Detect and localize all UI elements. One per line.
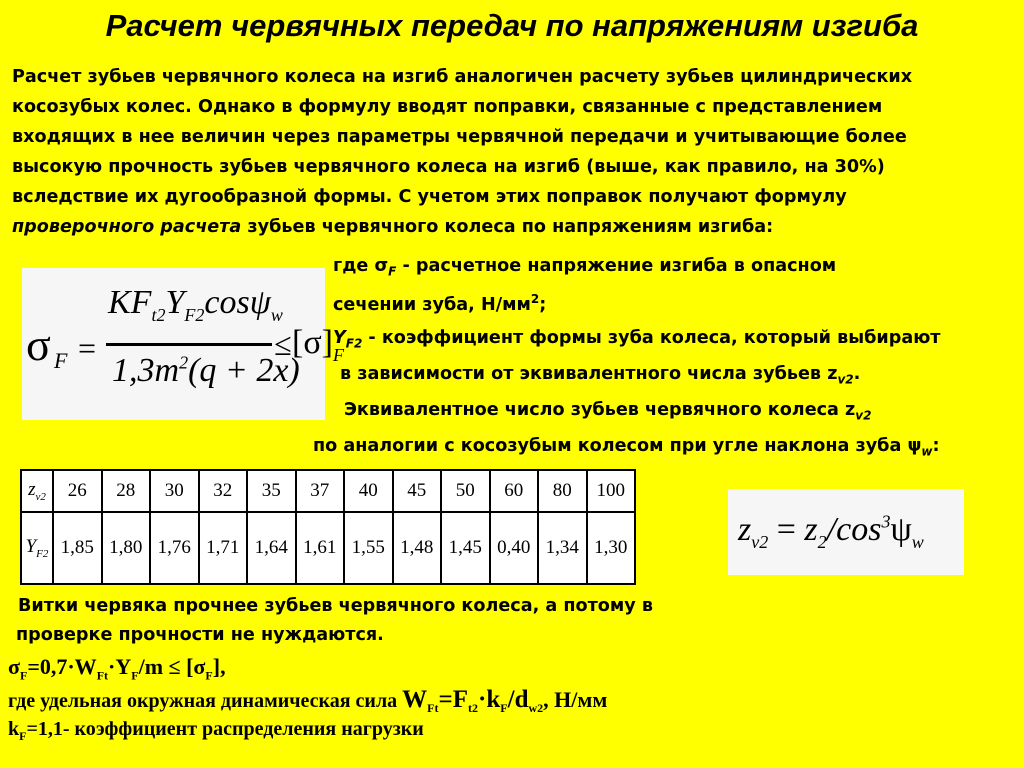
zv-z: z	[738, 511, 752, 548]
explanation-sup: 2	[530, 292, 540, 306]
formula-rhs-sigma: [σ]	[292, 324, 333, 361]
table-cell: 26	[53, 470, 102, 512]
table-cell: 1,64	[247, 512, 296, 584]
explanation-line	[333, 328, 941, 351]
formula-numerator	[108, 284, 283, 326]
formula-sigma: σ	[26, 319, 51, 370]
table-row	[21, 470, 635, 512]
explanation-line	[333, 292, 546, 315]
table-cell: 45	[393, 470, 442, 512]
explanation-text: ;	[539, 294, 547, 315]
sf-end: /m ≤ [σ	[138, 654, 206, 679]
table-cell: 1,48	[393, 512, 442, 584]
explanation-text: :	[932, 436, 940, 456]
table-cell: 1,45	[441, 512, 490, 584]
table-cell: 40	[344, 470, 393, 512]
explanation-text: - расчетное напряжение изгиба в опасном	[396, 256, 837, 276]
df-f-sub: t2	[468, 701, 479, 715]
table-label-sub: F2	[36, 547, 49, 560]
sf-end-sub: F	[205, 668, 213, 683]
paragraph-line: входящих в нее величин через параметры червячной передачи и учитывающие более	[12, 127, 907, 147]
ld-k: k	[8, 718, 20, 740]
zv-psi: ψ	[890, 511, 912, 548]
explanation-line	[333, 256, 836, 279]
formula-num-f2: F2	[184, 304, 205, 325]
table-cell: 30	[150, 470, 199, 512]
paragraph-line: Расчет зубьев червячного колеса на изгиб аналогичен расчету зубьев цилиндрических	[12, 67, 913, 87]
df-unit: , Н/мм	[543, 687, 608, 712]
zv-psi-sub: w	[911, 531, 924, 552]
paragraph-line: косозубых колес. Однако в формулу вводят поправки, связанные с представлением	[12, 97, 883, 117]
explanation-symbol: Y	[333, 328, 346, 348]
table-label-text: z	[28, 479, 36, 501]
df-text: где удельная окружная динамическая сила	[8, 690, 403, 712]
table-cell: 50	[441, 470, 490, 512]
explanation-text: .	[853, 364, 861, 384]
table-cell: 1,34	[538, 512, 587, 584]
worm-note-line1: Витки червяка прочнее зубьев червячного колеса, а потому в	[18, 596, 654, 616]
table-row-label	[21, 470, 53, 512]
explanation-sub: v2	[855, 408, 872, 423]
explanation-sub: F2	[345, 336, 363, 351]
table-label-sub: v2	[35, 490, 46, 503]
formula-sigma-sub: F	[54, 348, 68, 373]
formula-equals: =	[78, 330, 97, 366]
df-w: W	[402, 686, 428, 713]
ld-sub: F	[19, 729, 27, 743]
ld-text: =1,1- коэффициент распределения нагрузки	[26, 718, 424, 740]
paragraph-text: зубьев червячного колеса по напряжениям изгиба:	[241, 217, 774, 237]
worm-note-line2: проверке прочности не нуждаются.	[16, 625, 384, 645]
form-factor-table	[20, 469, 636, 585]
df-eq: =F	[438, 686, 469, 713]
table-cell: 1,30	[587, 512, 636, 584]
zv-cos: /cos	[826, 511, 882, 548]
paragraph-line: высокую прочность зубьев червячного колеса на изгиб (выше, как правило, на 30%)	[12, 157, 885, 177]
slide-title: Расчет червячных передач по напряжениям изгиба	[105, 8, 919, 43]
explanation-text: Эквивалентное число зубьев червячного колеса z	[344, 400, 856, 420]
sf-sigma: σ	[8, 654, 20, 679]
equivalent-teeth-formula	[728, 489, 964, 575]
table-cell: 80	[538, 470, 587, 512]
formula-num-y: Y	[165, 284, 185, 321]
zv-z2: z	[804, 511, 818, 548]
formula-num-w: w	[270, 304, 283, 325]
table-row-label	[21, 512, 53, 584]
formula-num-cos: cosψ	[204, 284, 271, 321]
intro-paragraph	[12, 62, 1012, 242]
table-cell: 35	[247, 470, 296, 512]
explanation-sub: F	[388, 264, 397, 279]
emphasis-text: проверочного расчета	[12, 217, 242, 237]
table-cell: 1,76	[150, 512, 199, 584]
df-k-sub: F	[500, 701, 508, 715]
table-cell: 60	[490, 470, 539, 512]
zv-sub: v2	[751, 531, 769, 552]
explanation-line	[313, 436, 940, 459]
bending-stress-formula	[22, 268, 344, 420]
sf-mid: =0,7·W	[27, 654, 97, 679]
explanation-text: где σ	[333, 256, 389, 276]
sf-y-sub: F	[131, 668, 139, 683]
df-d-sub: w2	[528, 701, 544, 715]
explanation-text: - коэффициент формы зуба колеса, который выбирают	[362, 328, 941, 348]
explanation-text: сечении зуба, Н/мм	[333, 294, 531, 315]
table-cell: 28	[102, 470, 151, 512]
simplified-formula	[8, 654, 226, 683]
sf-dot: ·Y	[108, 654, 132, 679]
formula-den-exp: 2	[179, 352, 189, 373]
table-cell: 1,61	[296, 512, 345, 584]
explanation-text: по аналогии с косозубым колесом при угле наклона зуба ψ	[313, 436, 922, 456]
sf-close: ],	[212, 654, 226, 679]
formula-num-k: KF	[108, 284, 152, 321]
table-cell: 0,40	[490, 512, 539, 584]
explanation-line	[340, 364, 860, 387]
dynamic-force-line	[8, 686, 607, 716]
table-cell: 1,55	[344, 512, 393, 584]
df-d: /d	[507, 686, 529, 713]
table-cell: 1,71	[199, 512, 248, 584]
load-distribution-line	[8, 718, 424, 744]
formula-leq: ≤	[274, 326, 292, 362]
formula-rhs-sub: F	[332, 344, 344, 365]
zv-eq: =	[768, 511, 805, 548]
df-k: ·k	[478, 686, 501, 713]
explanation-text: в зависимости от эквивалентного числа зубьев z	[340, 364, 838, 384]
table-label-text: Y	[25, 536, 37, 558]
formula-num-t2: t2	[151, 304, 166, 325]
explanation-sub: v2	[837, 372, 854, 387]
zv-exp: 3	[881, 511, 891, 532]
paragraph-line: вследствие их дугообразной формы. С учетом этих поправок получают формулу	[12, 187, 847, 207]
fraction-bar	[106, 343, 272, 346]
table-cell: 37	[296, 470, 345, 512]
table-cell: 1,85	[53, 512, 102, 584]
explanation-line	[344, 400, 871, 423]
zv-formula-text	[738, 511, 924, 553]
formula-den-rest: (q + 2x)	[188, 352, 300, 389]
formula-denominator	[112, 352, 300, 390]
sf-w-sub: Ft	[96, 668, 109, 683]
paragraph-line	[12, 212, 1012, 242]
table-cell: 100	[587, 470, 636, 512]
df-w-sub: Ft	[427, 701, 439, 715]
formula-den-m: 1,3m	[112, 352, 180, 389]
zv-z2-sub: 2	[817, 531, 827, 552]
table-cell: 1,80	[102, 512, 151, 584]
table-cell: 32	[199, 470, 248, 512]
explanation-sub: w	[921, 444, 933, 459]
table-row	[21, 512, 635, 584]
sf-sub: F	[19, 668, 28, 683]
